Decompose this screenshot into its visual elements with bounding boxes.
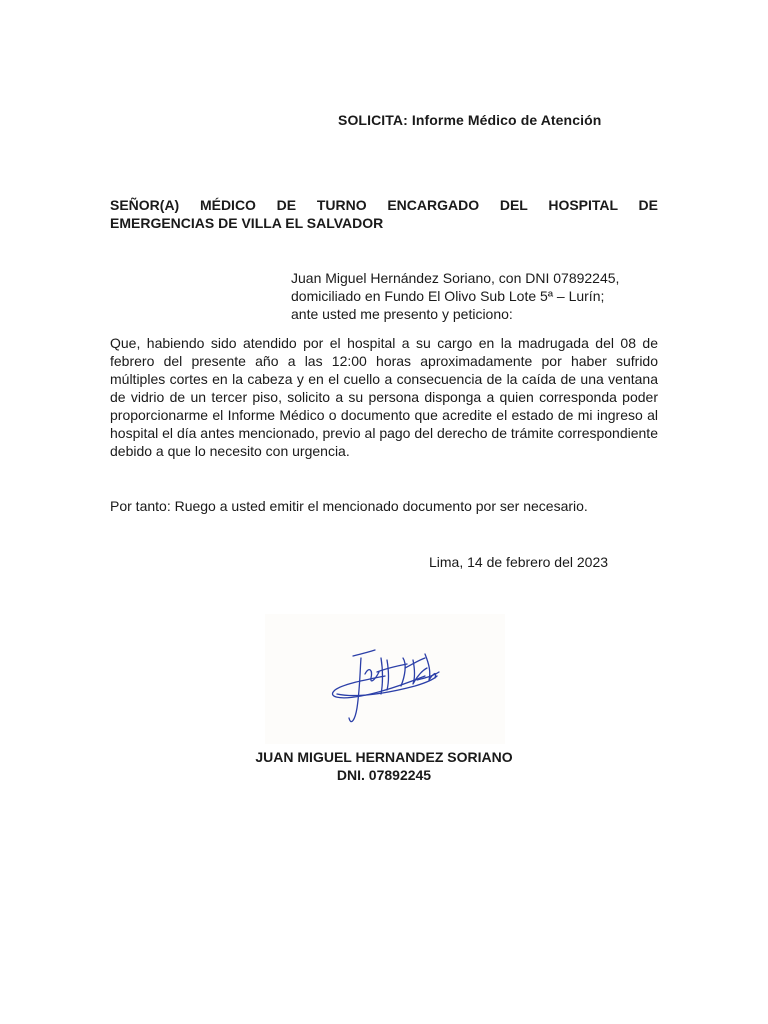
closing-statement: Por tanto: Ruego a usted emitir el mencionado documento por ser necesario. bbox=[110, 498, 588, 514]
identification-line-2: domiciliado en Fundo El Olivo Sub Lote 5ª – Lurín; bbox=[291, 288, 605, 304]
place-date: Lima, 14 de febrero del 2023 bbox=[429, 554, 609, 570]
identification-line-1: Juan Miguel Hernández Soriano, con DNI 07892245, bbox=[291, 270, 620, 286]
identification-block bbox=[291, 269, 661, 323]
handwritten-signature bbox=[265, 614, 505, 744]
addressee-line-2: EMERGENCIAS DE VILLA EL SALVADOR bbox=[110, 215, 384, 231]
subject-line: SOLICITA: Informe Médico de Atención bbox=[338, 112, 602, 128]
signer-dni: DNI. 07892245 bbox=[336, 767, 432, 783]
body-paragraph: Que, habiendo sido atendido por el hospital a su cargo en la madrugada del 08 de febrero del presente año a las 12:00 horas aproximadamente por haber sufrido múltiples cortes en la cabeza y en el cuello a consecuencia de la caída de una ventana de vidrio de un tercer piso, solicito a su persona disponga a quien corresponda poder proporcionarme el Informe Médico o documento que acredite el estado de mi ingreso al hospital el día antes mencionado, previo al pago del derecho de trámite correspondiente debido a que lo necesito con urgencia. bbox=[110, 335, 658, 459]
identification-line-3: ante usted me presento y peticiono: bbox=[291, 306, 513, 322]
signer-name: JUAN MIGUEL HERNANDEZ SORIANO bbox=[255, 749, 513, 765]
addressee-block bbox=[110, 196, 658, 232]
signature-drawing bbox=[265, 614, 505, 744]
addressee-line-1: SEÑOR(A) MÉDICO DE TURNO ENCARGADO DEL HOSPITAL DE bbox=[110, 197, 658, 213]
